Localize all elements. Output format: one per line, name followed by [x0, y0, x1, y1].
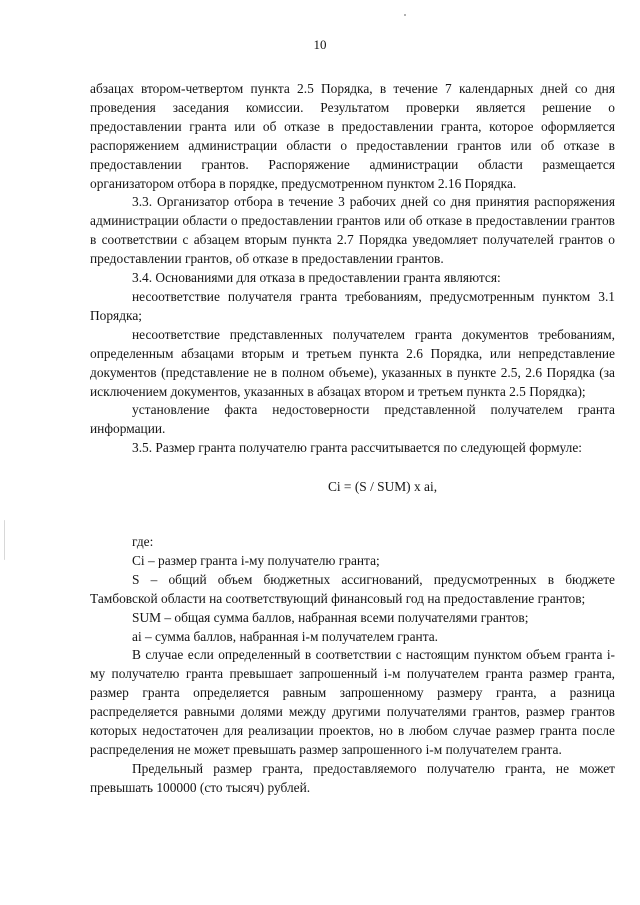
definition-s: S – общий объем бюджетных ассигнований, предусмотренных в бюджете Тамбовской области на соответствующий финансовый год на предоставление грантов;: [90, 571, 615, 606]
paragraph-3-5: 3.5. Размер гранта получателю гранта рассчитывается по следующей формуле:: [132, 440, 582, 456]
paragraph-max-grant: Предельный размер гранта, предоставляемого получателю гранта, не может превышать 100000 (сто тысяч) рублей.: [90, 760, 615, 795]
paragraph-continuation: абзацах втором-четвертом пункта 2.5 Порядка, в течение 7 календарных дней со дня проведения заседания комиссии. Результатом проверки является решение о предоставлении гранта или об отказе в предоставлении гранта, которое оформляется распоряжением администрации области о предоставлении грантов или об отказе в предоставлении грантов. Распоряжение администрации области размещается организатором отбора в порядке, предусмотренном пунктом 2.16 Порядка.: [90, 81, 615, 191]
paragraph-3-3: 3.3. Организатор отбора в течение 3 рабочих дней со дня принятия распоряжения администрации области о предоставлении грантов или об отказе в предоставлении грантов в соответствии с абзацем вторым пункта 2.7 Порядка уведомляет получателей грантов о предоставлении грантов, об отказе в предоставлении грантов.: [90, 194, 615, 267]
refusal-ground-3: установление факта недостоверности представленной получателем гранта информации.: [90, 402, 615, 437]
definition-ai: ai – сумма баллов, набранная i-м получателем гранта.: [132, 628, 439, 644]
scan-speck: [404, 14, 406, 16]
paragraph-excess-redistribution: В случае если определенный в соответствии с настоящим пунктом объем гранта i-му получателю гранта превышает запрошенный i-м получателем гранта размер гранта, размер гранта определяется равным запрошенному размеру гранта, а разница распределяется равными долями между другими получателями грантов, размер грантов которых недостаточен для реализации проектов, но в любом случае размер гранта после распределения не может превышать размер запрошенного i-м получателем гранта.: [90, 647, 615, 757]
definition-where: где:: [132, 534, 154, 550]
definition-sum: SUM – общая сумма баллов, набранная всеми получателями грантов;: [132, 609, 529, 625]
paragraph-3-4: 3.4. Основаниями для отказа в предоставлении гранта являются:: [132, 270, 501, 286]
grant-formula: Ci = (S / SUM) x ai,: [327, 479, 438, 495]
scan-edge-mark: [4, 520, 5, 560]
refusal-ground-2: несоответствие представленных получателем гранта документов требованиям, определенным абзацами вторым и третьем пункта 2.6 Порядка, или непредставление документов (представление не в полном объеме), указанных в пункте 2.5, 2.6 Порядка (за исключением документов, указанных в абзацах втором и третьем пункта 2.5 Порядка);: [90, 326, 615, 399]
page-number: 10: [313, 37, 327, 52]
document-body: [90, 80, 615, 798]
refusal-ground-1: несоответствие получателя гранта требованиям, предусмотренным пунктом 3.1 Порядка;: [90, 288, 615, 323]
definition-ci: Ci – размер гранта i-му получателю гранта;: [132, 552, 380, 568]
